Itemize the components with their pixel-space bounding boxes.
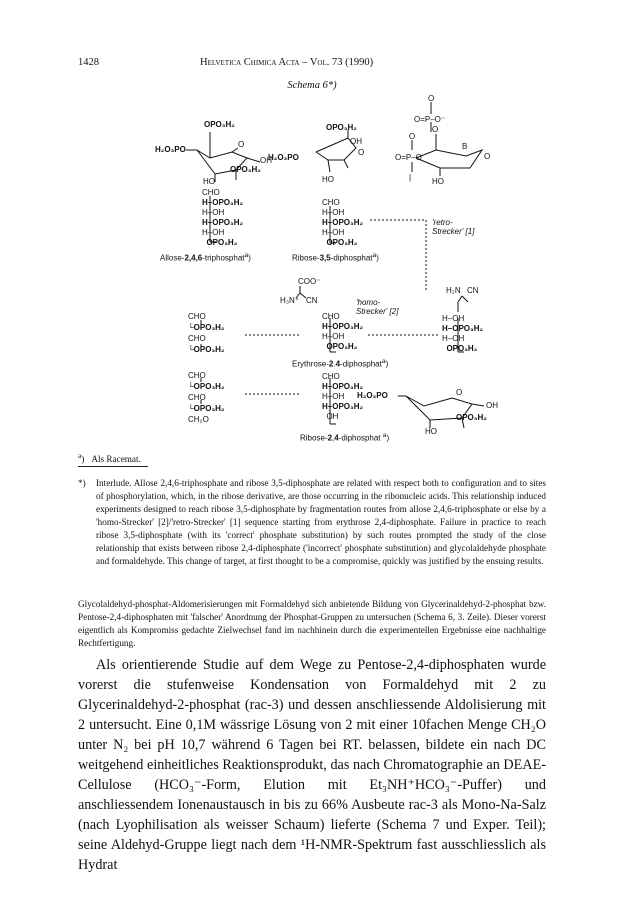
phos-o-mid: O bbox=[409, 132, 416, 141]
summary-paragraph: Glycolaldehyd-phosphat-Aldomerisierungen mit Formaldehyd sich anbietende Bildung von Glycerinaldehyd-2-phosphat bzw. Pentose-2,4-diphosphaten mit 'falscher' Anordnung der Phosphat-Gruppen zu untersuchen (Schema 6, 3. Zeile). Dieser vorerst eigentlich als Kompromiss gedachte Zielwechsel fand im nachhinein durch die experimentellen Ergebnisse eine nachhaltige Rechtfertigung. bbox=[78, 599, 546, 648]
h3n-label: H₃N⁺ bbox=[280, 296, 300, 305]
cn-label-2: CN bbox=[467, 286, 479, 295]
coo-label: COO⁻ bbox=[298, 277, 321, 286]
phos-o-top: O bbox=[428, 94, 435, 103]
ribose24-caption: Ribose-2,4-diphosphat $^a$) bbox=[300, 432, 390, 443]
allose-opo-bottom: OPO₃H₂ bbox=[230, 165, 261, 174]
glycolaldehyde-phosphate-pair-1: CHO └OPO₃H₂ CHO └OPO₃H₂ bbox=[188, 312, 225, 354]
ribose24-oh: OH bbox=[486, 401, 498, 410]
ribose24-opo: OPO₃H₂ bbox=[456, 413, 487, 422]
allose-h2o3po: H₂O₃PO bbox=[155, 145, 186, 154]
ribose35-oh: OH bbox=[350, 137, 362, 146]
phos-ho: HO bbox=[432, 177, 444, 186]
ribose35-ho: HO bbox=[322, 175, 334, 184]
ribose35-fischer: CHO H–OH H–OPO₃H₂ H–OH OPO₃H₂ bbox=[322, 198, 364, 247]
ribose35-opo-top: OPO₃H₂ bbox=[326, 123, 357, 132]
phos-b: B bbox=[462, 142, 468, 151]
allose-ho: HO bbox=[203, 177, 215, 186]
phos-ring-o: O bbox=[484, 152, 491, 161]
h2n-label: H₂N bbox=[446, 286, 461, 295]
allose-opo-top: OPO₃H₂ bbox=[204, 120, 235, 129]
phos-p-top: O=P–O⁻ bbox=[414, 115, 446, 124]
ribose35-ring-o: O bbox=[358, 148, 365, 157]
ribose24-ring bbox=[398, 396, 484, 428]
allose-ring bbox=[186, 132, 260, 182]
ribose24-fischer: CHO H–OPO₃H₂ H–OH H–OPO₃H₂ OH bbox=[322, 372, 364, 421]
homo-strecker-label: 'homo- Strecker' [2] bbox=[356, 298, 399, 316]
erythrose-fischer: CHO H–OPO₃H₂ H–OH OPO₃H₂ bbox=[322, 312, 364, 351]
running-title: Helvetica Chimica Acta – Vol. 73 (1990) bbox=[200, 57, 374, 68]
ribose24-h2o3po: H₂O₃PO bbox=[357, 391, 388, 400]
cyclic-phosphate bbox=[412, 102, 482, 176]
allose-oh: OH bbox=[260, 156, 272, 165]
footnote-star-marker: *) bbox=[78, 478, 86, 488]
ribose35-h2o3po: H₂O₃PO bbox=[268, 153, 299, 162]
allose-caption: Allose-2,4,6-triphosphat$^a$) bbox=[160, 252, 251, 263]
footnote-rule bbox=[78, 466, 148, 467]
phos-o-bottom: | bbox=[409, 173, 412, 182]
glycolaldehyde-formaldehyde-set: CHO └OPO₃H₂ CHO └OPO₃H₂ CH₂O bbox=[188, 371, 225, 424]
phos-p-mid: O=P–O bbox=[395, 153, 422, 162]
page-number: 1428 bbox=[78, 57, 99, 68]
cn-label-1: CN bbox=[306, 296, 318, 305]
ribose24-ring-o: O bbox=[456, 388, 463, 397]
footnote-star-text: Interlude. Allose 2,4,6-triphosphate and ribose 3,5-diphosphate are related with respect both to configuration and to sites of phosphorylation, which, in the ribose derivative, are those occurring in the ribonucleic acids. This relationship induced experiments designed to reach ribose 3,5-diphosphate by fragmentation routes from allose 2,4,6-triphosphate or else by a 'homo-Strecker' [2]/'retro-Strecker' [1] sequence starting from erythrose 2,4-diphosphate. Failure in practice to reach ribose 3,5-diphosphate (with its 'correct' phosphate substitution) by such routes prompted the study of the close relationship that exists between ribose 2,4-diphosphate ('incorrect' phosphate substitution) and glycolaldehyde phosphate and formaldehyde. This change of target, at first thought to be a compromise, quickly was justified by the ensuing results. bbox=[96, 478, 546, 566]
aminonitrile-fischer: H–OH H–OPO₃H₂ H–OH OPO₃H₂ bbox=[442, 314, 484, 353]
body-paragraph: Als orientierende Studie auf dem Wege zu Pentose-2,4-diphosphaten wurde vorerst die stufenweise Kondensation von Formaldehyd mit 2 zu Glycerinaldehyd-2-phosphat (rac-3) und dessen anschliessende Aldolisierung mit 2 untersucht. Eine 0,1M wässrige Lösung von 2 mit einer 10fachen Menge CH₂O unter N₂ bei pH 10,7 während 6 Tagen bei RT. belassen, bildete ein nach DC weitgehend einheitliches Reaktionsprodukt, das nach Chromatographie an DEAE-Cellulose (HCO₃⁻-Form, Elution mit Et₃NH⁺HCO₃⁻-Puffer) und anschliessendem Ionenaustausch in bis zu 66% Ausbeute rac-3 als Mono-Na-Salz (nach Lyophilisation als weisser Schaum) lieferte (Schema 7 und Exper. Teil); seine Aldehyd-Gruppe liegt nach dem ¹H-NMR-Spektrum fast ausschliesslich als Hydrat bbox=[78, 657, 546, 873]
erythrose-caption: Erythrose-2.4-diphosphat$^a$) bbox=[292, 358, 389, 369]
footnote-a-marker: a bbox=[78, 451, 82, 460]
ribose24-ho: HO bbox=[425, 427, 437, 436]
retro-strecker-label: 'retro- Strecker' [1] bbox=[432, 218, 475, 236]
allose-fischer: CHO H–OPO₃H₂ H–OH H–OPO₃H₂ H–OH OPO₃H₂ bbox=[202, 188, 244, 247]
ribose35-caption: Ribose-3,5-diphosphat$^a$) bbox=[292, 252, 379, 263]
footnote-a: $^a$) Als Racemat. bbox=[78, 451, 141, 465]
schema-title: Schema 6*) bbox=[287, 80, 337, 91]
footnote-a-text: Als Racemat. bbox=[91, 454, 141, 465]
allose-ring-o: O bbox=[238, 140, 245, 149]
phos-o-link: O bbox=[432, 125, 439, 134]
